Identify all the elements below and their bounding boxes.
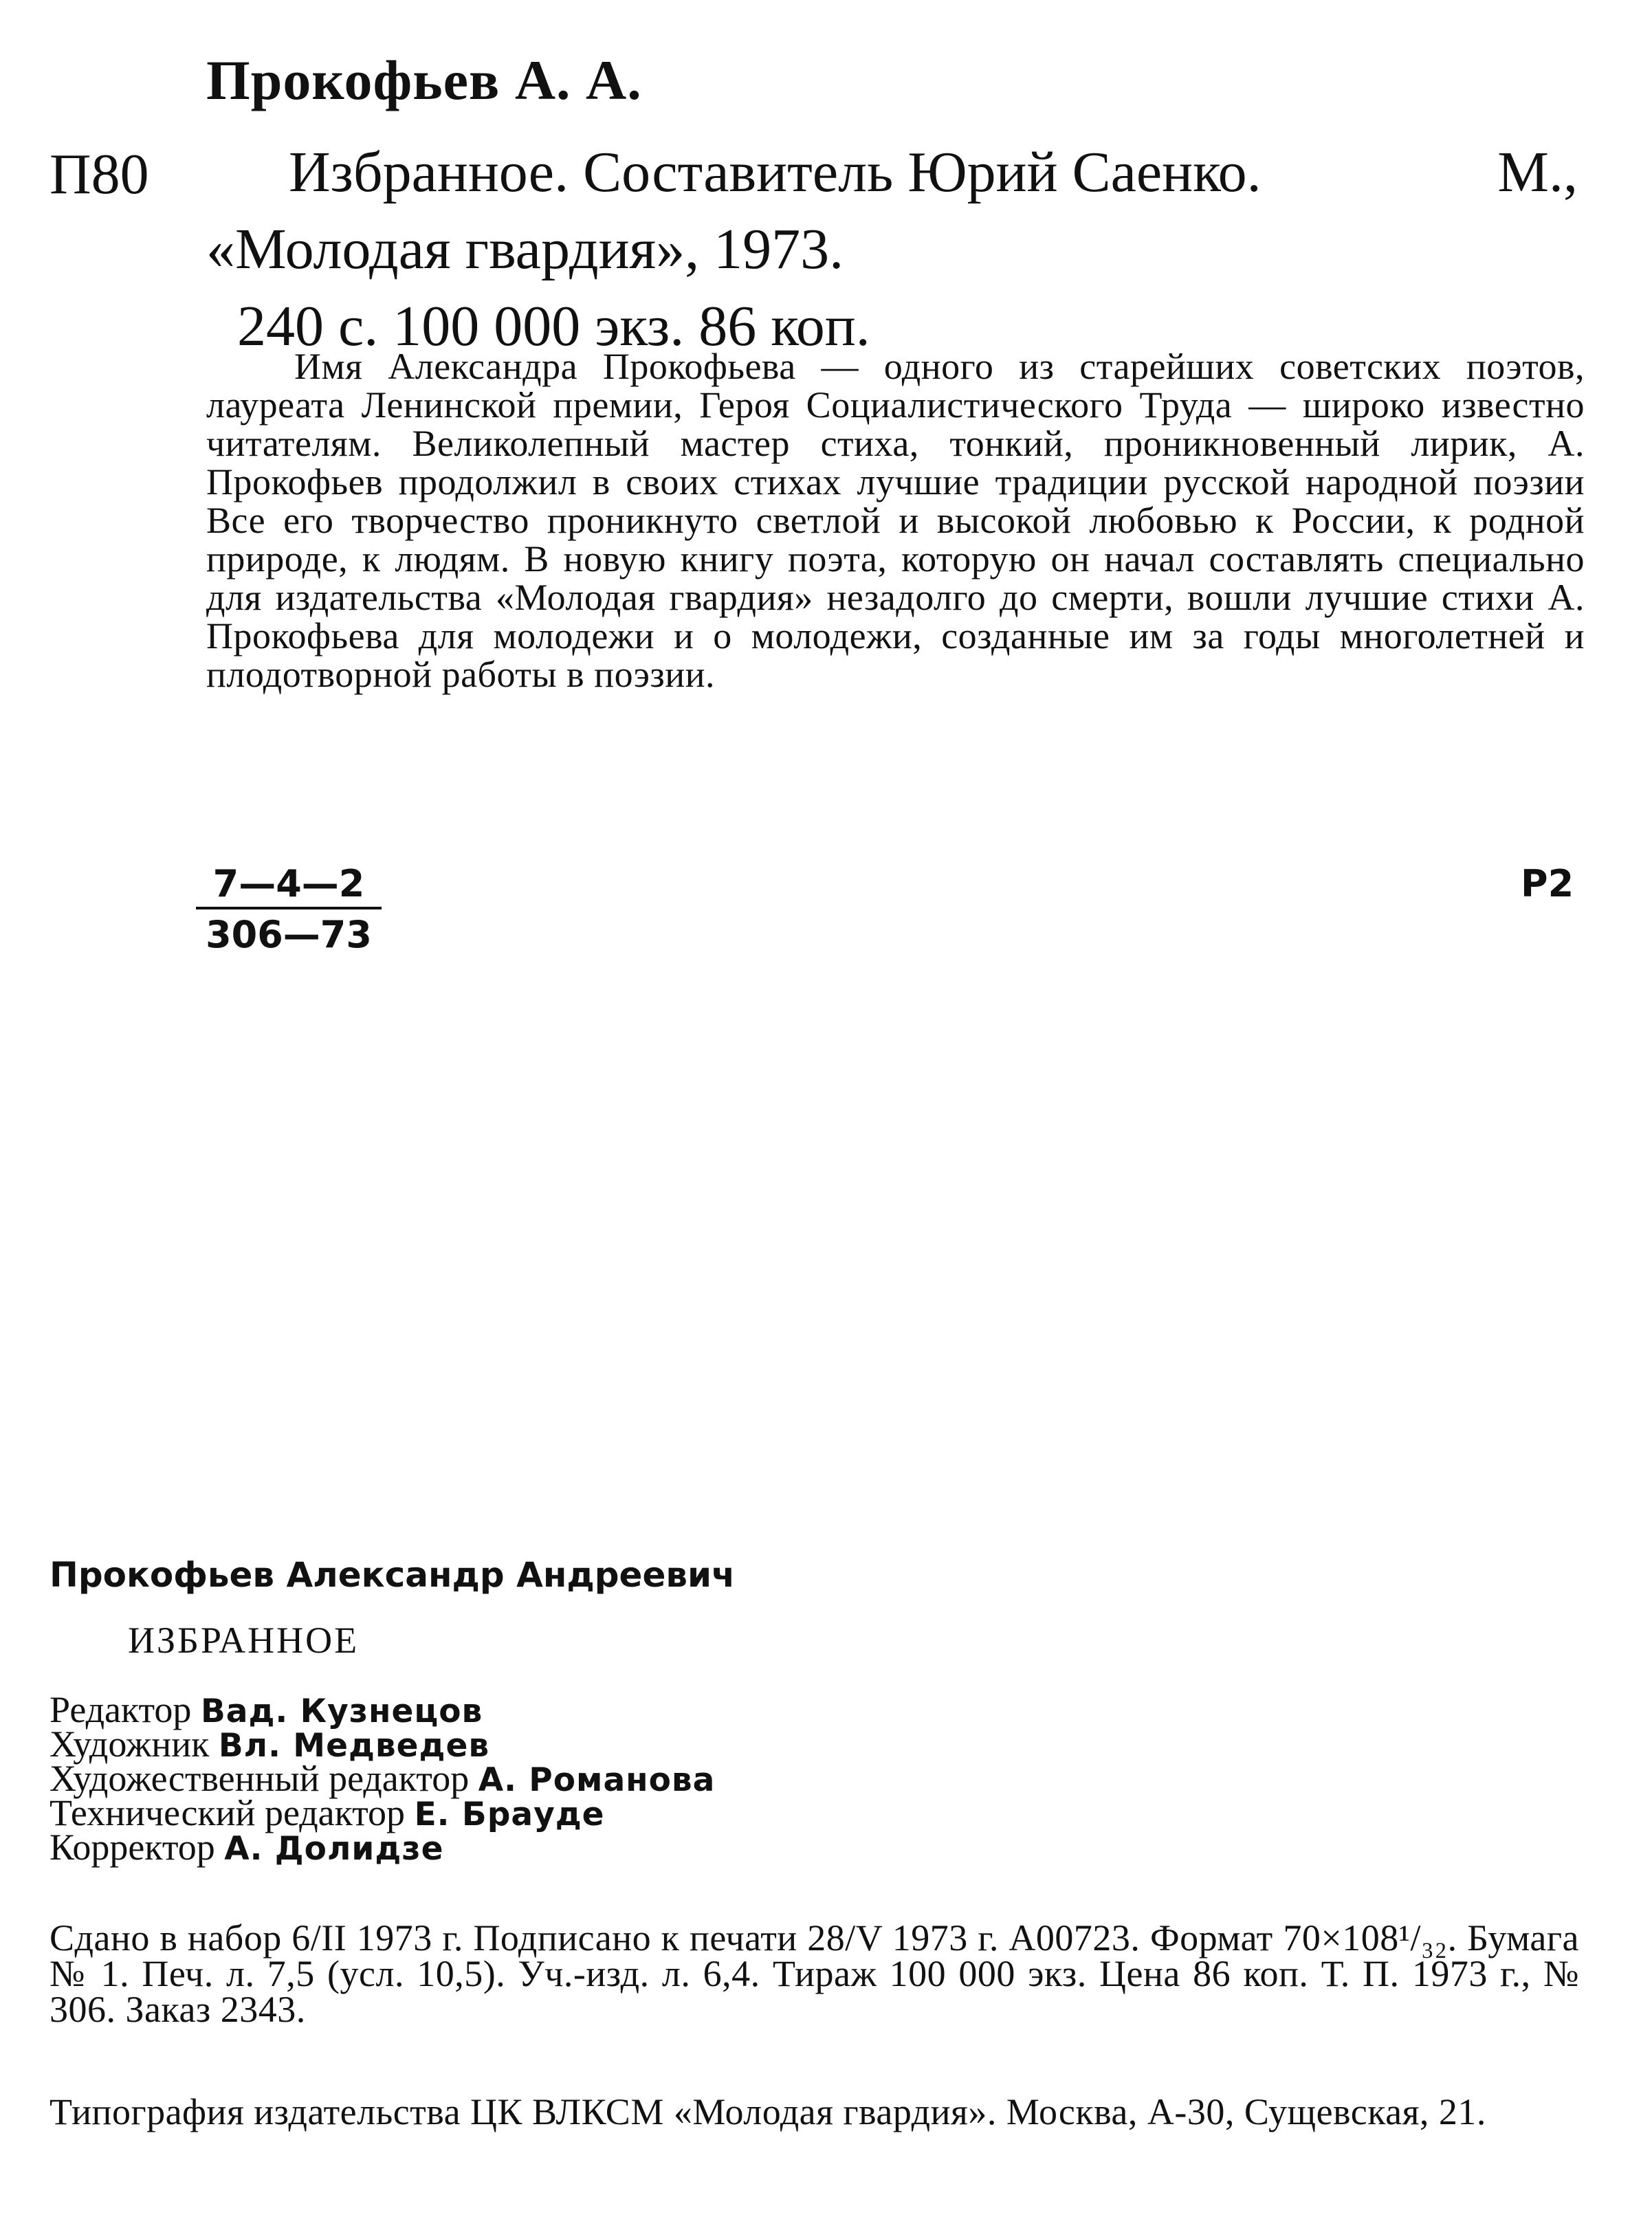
classification-fraction <box>196 863 382 956</box>
credit-line <box>49 1689 715 1730</box>
credit-name: Е. Брауде <box>414 1796 605 1833</box>
catalog-code: П80 <box>49 142 149 206</box>
credit-line <box>49 1827 715 1868</box>
credit-role: Редактор <box>49 1689 192 1730</box>
credit-name: А. Романова <box>478 1761 716 1799</box>
title-text: Избранное. Составитель Юрий Саенко. <box>289 140 1262 204</box>
bbk-index: Р2 <box>1521 862 1574 905</box>
credits-list <box>49 1689 716 1868</box>
author-heading: Прокофьев А. А. <box>206 49 642 111</box>
bibliographic-entry <box>206 134 1578 365</box>
credit-line <box>49 1792 715 1833</box>
printshop-paragraph: Типография издательства ЦК ВЛКСМ «Молодая гвардия». Москва, А-30, Сущевская, 21. <box>49 2091 1486 2132</box>
annotation-paragraph: Имя Александра Прокофьева — одного из старейших советских поэтов, лауреата Ленинской премии, Героя Социалистического Труда — широко известно читателям. Великолепный мастер стиха, тонкий, проникновенный лирик, А. Прокофьев продолжил в своих стихах лучшие традиции русской народной поэзии Все его творчество проникнуто светлой и высокой любовью к России, к родной природе, к людям. В новую книгу поэта, которую он начал составлять специально для издательства «Молодая гвардия» незадолго до смерти, вошли лучшие стихи А. Прокофьева для молодежи и о молодежи, созданные им за годы многолетней и плодотворной работы в поэзии. <box>206 346 1585 695</box>
credit-role: Художественный редактор <box>49 1758 470 1799</box>
credit-role: Корректор <box>49 1827 215 1868</box>
credit-name: Вл. Медведев <box>218 1727 490 1765</box>
credit-name: А. Долидзе <box>224 1830 444 1868</box>
credit-role: Художник <box>49 1723 210 1765</box>
title-line-1 <box>206 134 1578 211</box>
colophon-book-title: ИЗБРАННОЕ <box>128 1620 360 1661</box>
credit-line <box>49 1758 716 1799</box>
publisher-city: М., <box>1497 140 1578 204</box>
credit-line <box>49 1723 715 1765</box>
fraction-denominator: 306—73 <box>206 913 372 956</box>
credit-role: Технический редактор <box>49 1792 406 1833</box>
publisher-line: «Молодая гвардия», 1973. <box>206 217 844 281</box>
credit-name: Вад. Кузнецов <box>200 1692 483 1730</box>
colophon-author-name: Прокофьев Александр Андреевич <box>49 1555 736 1595</box>
imprint-paragraph: Сдано в набор 6/II 1973 г. Подписано к печати 28/V 1973 г. А00723. Формат 70×108¹/₃₂. Бумага № 1. Печ. л. 7,5 (усл. 10,5). Уч.-изд. л. 6,4. Тираж 100 000 экз. Цена 86 коп. Т. П. 1973 г., № 306. Заказ 2343. <box>49 1917 1579 2030</box>
pages-copies-price: 240 с. 100 000 экз. 86 коп. <box>237 294 870 358</box>
fraction-numerator: 7—4—2 <box>196 863 382 909</box>
